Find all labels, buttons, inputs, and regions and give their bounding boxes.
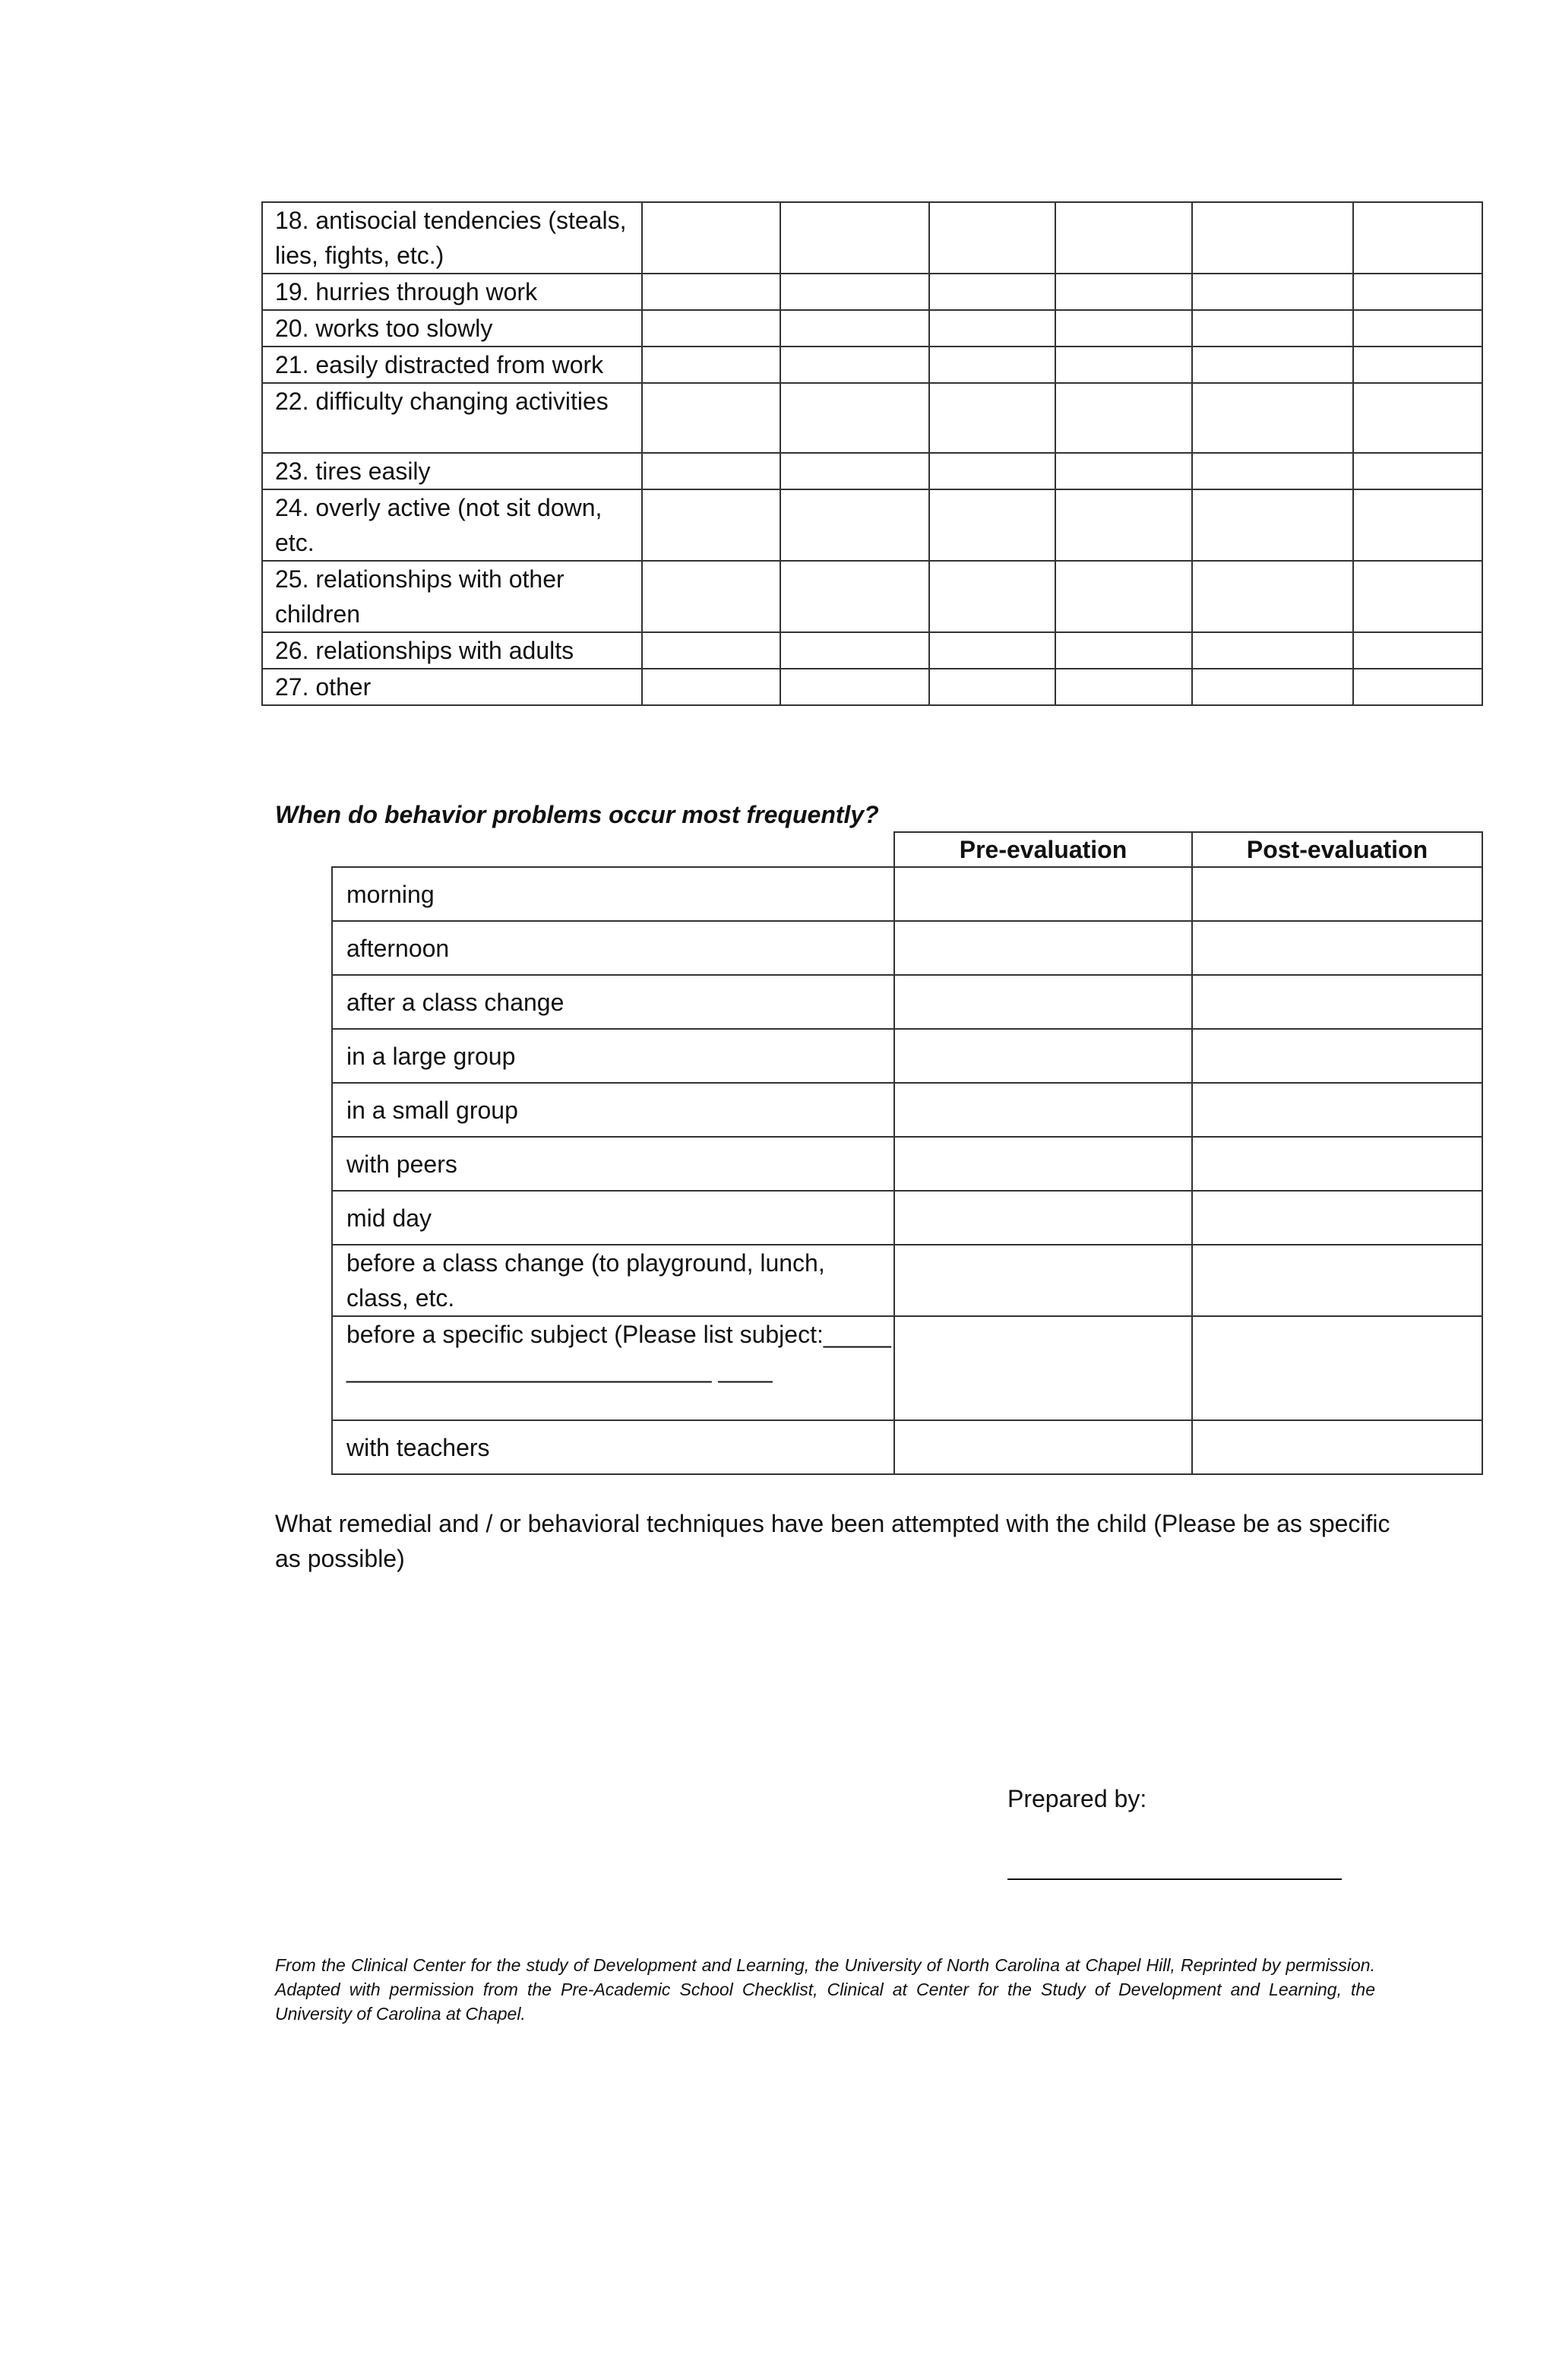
rating-cell[interactable]	[1353, 274, 1482, 310]
table-row	[332, 1316, 1482, 1420]
rating-cell[interactable]	[642, 347, 780, 383]
rating-cell[interactable]	[1192, 274, 1353, 310]
rating-cell[interactable]	[780, 632, 929, 669]
behavior-label: 27. other	[262, 669, 642, 705]
rating-cell[interactable]	[780, 561, 929, 632]
rating-cell[interactable]	[1055, 202, 1192, 274]
table-row	[262, 274, 1482, 310]
rating-cell[interactable]	[1192, 669, 1353, 705]
post-evaluation-cell[interactable]	[1192, 1137, 1482, 1191]
behavior-label: 23. tires easily	[262, 453, 642, 489]
timing-label: with teachers	[332, 1420, 894, 1474]
behavior-label: 20. works too slowly	[262, 310, 642, 347]
rating-cell[interactable]	[1192, 561, 1353, 632]
post-evaluation-cell[interactable]	[1192, 1316, 1482, 1420]
pre-evaluation-cell[interactable]	[894, 1191, 1192, 1245]
table-row	[262, 383, 1482, 453]
rating-cell[interactable]	[642, 453, 780, 489]
timing-label: afternoon	[332, 921, 894, 975]
post-evaluation-cell[interactable]	[1192, 921, 1482, 975]
rating-cell[interactable]	[780, 383, 929, 453]
rating-cell[interactable]	[1055, 274, 1192, 310]
pre-evaluation-cell[interactable]	[894, 921, 1192, 975]
rating-cell[interactable]	[1192, 489, 1353, 561]
rating-cell[interactable]	[1353, 383, 1482, 453]
pre-evaluation-cell[interactable]	[894, 1029, 1192, 1083]
rating-cell[interactable]	[780, 274, 929, 310]
rating-cell[interactable]	[1192, 310, 1353, 347]
timing-label: in a large group	[332, 1029, 894, 1083]
table-row	[332, 1245, 1482, 1316]
remedial-techniques-question: What remedial and / or behavioral techniques have been attempted with the child (Please be as specific as possible)	[275, 1510, 1390, 1572]
rating-cell[interactable]	[642, 561, 780, 632]
source-footnote: From the Clinical Center for the study of Development and Learning, the University of North Carolina at Chapel Hill, Reprinted by permission. Adapted with permission from the Pre-Academic School Checklist, Clinical at Center for the Study of Development and Learning, the University of Carolina at Chapel.	[275, 1955, 1375, 2024]
behavior-checklist-table	[261, 201, 1483, 706]
rating-cell[interactable]	[1055, 669, 1192, 705]
empty-header-cell	[332, 832, 894, 867]
table-row	[332, 975, 1482, 1029]
table-row	[262, 310, 1482, 347]
table-row	[262, 453, 1482, 489]
prepared-by-label: Prepared by:	[1007, 1785, 1147, 1812]
rating-cell[interactable]	[642, 202, 780, 274]
timing-label: after a class change	[332, 975, 894, 1029]
rating-cell[interactable]	[1055, 383, 1192, 453]
rating-cell[interactable]	[929, 453, 1055, 489]
rating-cell[interactable]	[780, 310, 929, 347]
rating-cell[interactable]	[1353, 669, 1482, 705]
timing-label: before a class change (to playground, lunch, class, etc.	[332, 1245, 894, 1316]
post-evaluation-cell[interactable]	[1192, 1029, 1482, 1083]
rating-cell[interactable]	[929, 383, 1055, 453]
rating-cell[interactable]	[1353, 632, 1482, 669]
rating-cell[interactable]	[929, 202, 1055, 274]
rating-cell[interactable]	[642, 274, 780, 310]
post-evaluation-cell[interactable]	[1192, 1420, 1482, 1474]
behavior-label: 24. overly active (not sit down, etc.	[262, 489, 642, 561]
rating-cell[interactable]	[1055, 347, 1192, 383]
rating-cell[interactable]	[1353, 489, 1482, 561]
behavior-label: 21. easily distracted from work	[262, 347, 642, 383]
rating-cell[interactable]	[929, 489, 1055, 561]
post-evaluation-cell[interactable]	[1192, 1083, 1482, 1137]
behavior-label: 25. relationships with other children	[262, 561, 642, 632]
rating-cell[interactable]	[1055, 310, 1192, 347]
signature-line[interactable]	[1007, 1878, 1342, 1880]
rating-cell[interactable]	[929, 561, 1055, 632]
table-row	[262, 202, 1482, 274]
rating-cell[interactable]	[642, 310, 780, 347]
column-header-pre-evaluation: Pre-evaluation	[894, 832, 1192, 867]
table-row	[332, 921, 1482, 975]
post-evaluation-cell[interactable]	[1192, 1245, 1482, 1316]
rating-cell[interactable]	[929, 310, 1055, 347]
table-row	[332, 867, 1482, 921]
rating-cell[interactable]	[780, 453, 929, 489]
rating-cell[interactable]	[780, 347, 929, 383]
rating-cell[interactable]	[929, 347, 1055, 383]
table-header-row	[332, 832, 1482, 867]
rating-cell[interactable]	[1192, 453, 1353, 489]
table-row	[332, 1137, 1482, 1191]
pre-evaluation-cell[interactable]	[894, 975, 1192, 1029]
behavior-label: 18. antisocial tendencies (steals, lies, fights, etc.)	[262, 202, 642, 274]
rating-cell[interactable]	[642, 632, 780, 669]
rating-cell[interactable]	[1055, 561, 1192, 632]
rating-cell[interactable]	[1192, 202, 1353, 274]
post-evaluation-cell[interactable]	[1192, 867, 1482, 921]
rating-cell[interactable]	[1192, 383, 1353, 453]
rating-cell[interactable]	[642, 489, 780, 561]
table-row	[332, 1083, 1482, 1137]
column-header-post-evaluation: Post-evaluation	[1192, 832, 1482, 867]
rating-cell[interactable]	[1353, 347, 1482, 383]
behavior-timing-table	[331, 831, 1483, 1475]
rating-cell[interactable]	[929, 669, 1055, 705]
pre-evaluation-cell[interactable]	[894, 1083, 1192, 1137]
table-row	[262, 669, 1482, 705]
rating-cell[interactable]	[780, 202, 929, 274]
rating-cell[interactable]	[1055, 453, 1192, 489]
table-row	[332, 1420, 1482, 1474]
rating-cell[interactable]	[929, 632, 1055, 669]
post-evaluation-cell[interactable]	[1192, 1191, 1482, 1245]
rating-cell[interactable]	[1192, 347, 1353, 383]
rating-cell[interactable]	[929, 274, 1055, 310]
timing-label: in a small group	[332, 1083, 894, 1137]
pre-evaluation-cell[interactable]	[894, 1420, 1192, 1474]
behavior-label: 26. relationships with adults	[262, 632, 642, 669]
behavior-label: 22. difficulty changing activities	[262, 383, 642, 453]
rating-cell[interactable]	[1055, 489, 1192, 561]
rating-cell[interactable]	[780, 669, 929, 705]
timing-label: mid day	[332, 1191, 894, 1245]
behavior-label: 19. hurries through work	[262, 274, 642, 310]
rating-cell[interactable]	[642, 669, 780, 705]
pre-evaluation-cell[interactable]	[894, 867, 1192, 921]
table-row	[332, 1029, 1482, 1083]
table-row	[262, 347, 1482, 383]
section-heading: When do behavior problems occur most frequently?	[275, 801, 879, 828]
rating-cell[interactable]	[1353, 453, 1482, 489]
rating-cell[interactable]	[1353, 561, 1482, 632]
rating-cell[interactable]	[1192, 632, 1353, 669]
post-evaluation-cell[interactable]	[1192, 975, 1482, 1029]
table-row	[332, 1191, 1482, 1245]
pre-evaluation-cell[interactable]	[894, 1245, 1192, 1316]
timing-label: before a specific subject (Please list subject:________________________________ ____	[332, 1316, 894, 1420]
rating-cell[interactable]	[642, 383, 780, 453]
table-row	[262, 489, 1482, 561]
table-row	[262, 632, 1482, 669]
timing-label: with peers	[332, 1137, 894, 1191]
rating-cell[interactable]	[1353, 310, 1482, 347]
rating-cell[interactable]	[1055, 632, 1192, 669]
rating-cell[interactable]	[780, 489, 929, 561]
timing-label: morning	[332, 867, 894, 921]
pre-evaluation-cell[interactable]	[894, 1316, 1192, 1420]
table-row	[262, 561, 1482, 632]
pre-evaluation-cell[interactable]	[894, 1137, 1192, 1191]
rating-cell[interactable]	[1353, 202, 1482, 274]
